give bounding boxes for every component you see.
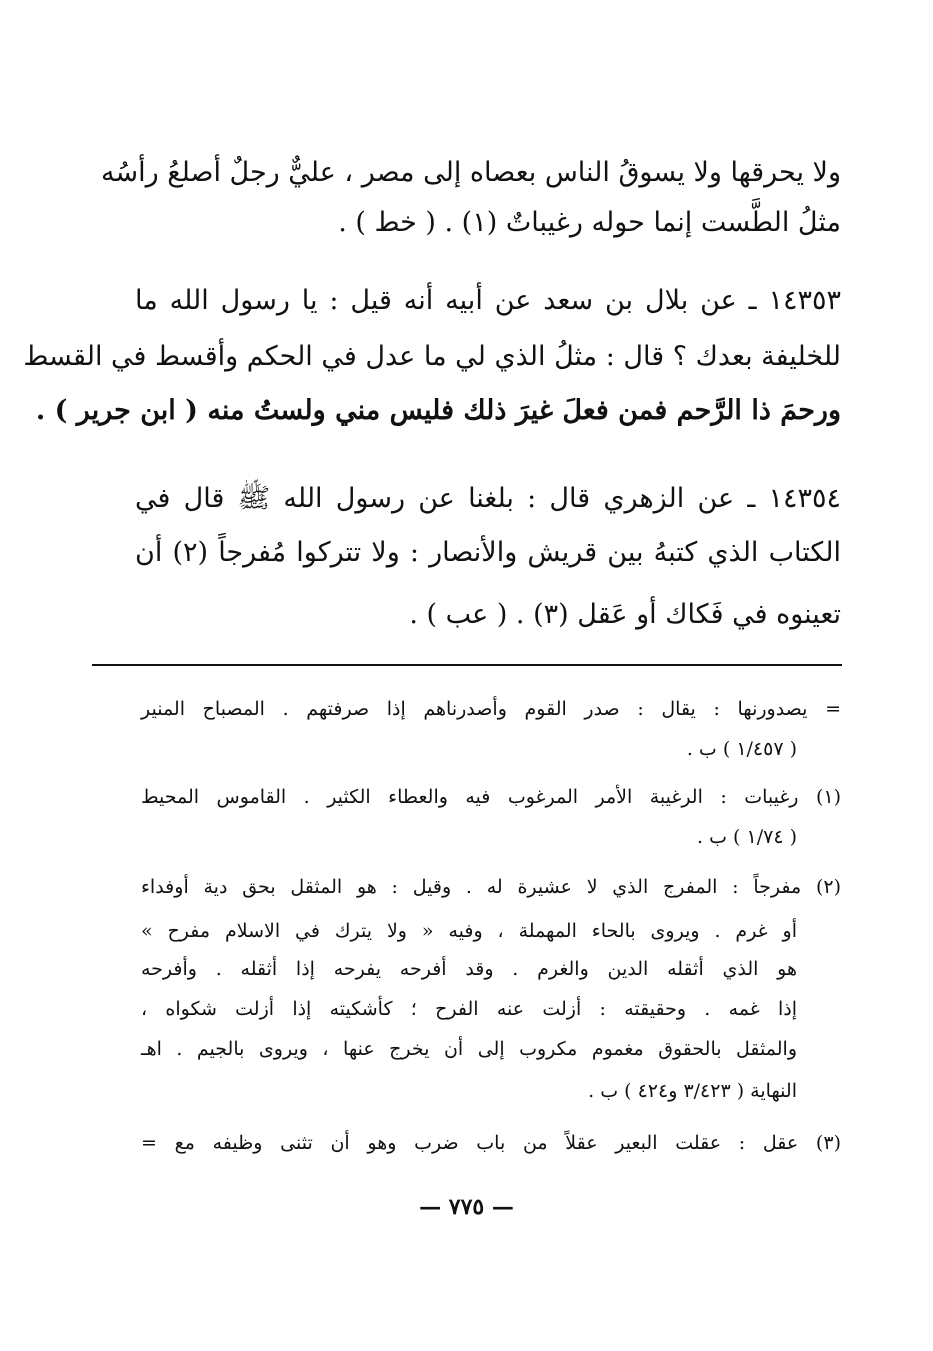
footnote-2-line: إذا غمه . وحقيقته : أزلت عنه الفرح ؛ كأشكيته إذا أزلت شكواه ، xyxy=(141,998,797,1020)
footnote-line: ( ١/٤٥٧ ) ب . xyxy=(686,738,797,760)
hadith-14354-line: الكتاب الذي كتبهُ بين قريش والأنصار : ولا تتركوا مُفرجاً (٢) أن xyxy=(135,537,841,568)
footnote-1-line: (١) رغيبات : الرغيبة الأمر المرغوب فيه والعطاء الكثير . القاموس المحيط xyxy=(141,786,841,808)
hadith-14354-line: ١٤٣٥٤ ـ عن الزهري قال : بلغنا عن رسول الله ﷺ قال في xyxy=(135,483,841,514)
footnote-separator xyxy=(92,664,842,666)
hadith-14354-line: تعينوه في فَكاك أو عَقل (٣) . ( عب ) . xyxy=(409,599,841,630)
main-text-line: مثلُ الطَّست إنما حوله رغيباتٌ (١) . ( خط ) . xyxy=(338,207,841,238)
footnote-2-line: أو غرم . ويروى بالحاء المهملة ، وفيه « ولا يترك في الاسلام مفرح » xyxy=(141,920,797,942)
page-number: — ٧٧٥ — xyxy=(419,1194,514,1220)
main-text-line: ولا يحرقها ولا يسوقُ الناس بعصاه إلى مصر ، عليٌّ رجلٌ أصلعُ رأسُه xyxy=(101,157,841,188)
footnote-2-line: (٢) مفرجاً : المفرج الذي لا عشيرة له . وقيل : هو المثقل بحق دية أوفداء xyxy=(141,876,841,898)
hadith-14353-line: للخليفة بعدك ؟ قال : مثلُ الذي لي ما عدل في الحكم وأقسط في القسط xyxy=(23,341,841,372)
hadith-14353-line: ورحمَ ذا الرَّحم فمن فعلَ غيرَ ذلك فليس مني ولستُ منه ( ابن جرير ) . xyxy=(35,395,841,426)
footnote-2-line: النهاية ( ٣/٤٢٣ و٤٢٤ ) ب . xyxy=(588,1080,797,1102)
footnote-2-line: والمثقل بالحقوق مغموم مكروب إلى أن يخرج عنها ، ويروى بالجيم . اهـ xyxy=(141,1038,797,1060)
footnote-1-line: ( ١/٧٤ ) ب . xyxy=(697,826,797,848)
footnote-2-line: هو الذي أثقله الدين والغرم . وقد أفرحه يفرحه إذا أثقله . وأفرحه xyxy=(141,958,797,980)
footnote-3-line: (٣) عقل : عقلت البعير عقلاً من باب ضرب وهو أن تثنى وظيفه مع = xyxy=(141,1132,841,1154)
hadith-14353-line: ١٤٣٥٣ ـ عن بلال بن سعد عن أبيه أنه قيل : يا رسول الله ما xyxy=(135,285,841,316)
footnote-line: = يصدورنها : يقال : صدر القوم وأصدرناهم إذا صرفتهم . المصباح المنير xyxy=(141,698,841,720)
